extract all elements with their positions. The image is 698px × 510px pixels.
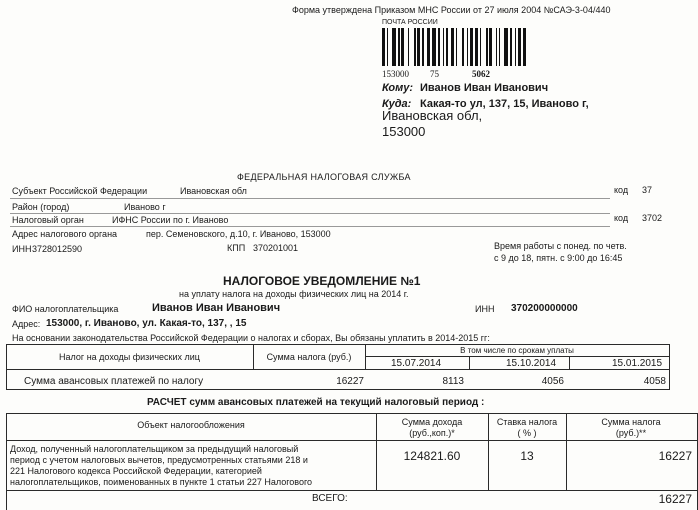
barcode-bar: [518, 28, 521, 66]
subject-code: 37: [642, 185, 653, 195]
barcode-bar: [417, 28, 420, 66]
col-tax-header: Налог на доходы физических лиц: [59, 352, 200, 362]
recipient-addr-3: 153000: [382, 124, 426, 139]
to-label: Кому:: [382, 82, 413, 94]
barcode-bar: [462, 28, 464, 66]
barcode-bar: [422, 28, 424, 66]
row-value-1: 8113: [442, 376, 464, 387]
row-value-3: 4058: [643, 376, 666, 387]
agency-name: ФЕДЕРАЛЬНАЯ НАЛОГОВАЯ СЛУЖБА: [237, 172, 411, 182]
barcode-bar: [443, 28, 445, 66]
tax-value: 16227: [658, 449, 692, 463]
kpp-value: 370201001: [253, 243, 299, 253]
subject-value: Ивановская обл: [180, 186, 247, 196]
term-date-1: 15.07.2014: [391, 358, 442, 369]
barcode-bar: [467, 28, 469, 66]
taxpayer-inn-value: 370200000000: [511, 303, 578, 314]
inn-label: ИНН: [12, 244, 32, 254]
barcode-bar: [523, 28, 526, 66]
col-tax-sum-header: Сумма налога: [601, 417, 661, 427]
notice-subtitle: на уплату налога на доходы физических лиц на 2014 г.: [179, 289, 409, 299]
form-header: Форма утверждена Приказом МНС России от 27 июля 2004 №САЭ-3-04/440: [292, 5, 611, 15]
desc-line-2: период с учетом налоговых вычетов, предусмотренных статьями 218 и: [10, 455, 308, 465]
barcode-bar: [470, 28, 473, 66]
barcode-bar: [499, 28, 501, 66]
taxpayer-inn-label: ИНН: [475, 304, 495, 314]
total-value: 16227: [658, 492, 692, 506]
work-hours-2: с 9 до 18, пятн. с 9:00 до 16:45: [494, 253, 623, 263]
recipient-addr-2: Ивановская обл,: [382, 108, 483, 123]
col-rate-unit: ( % ): [517, 428, 537, 438]
barcode-bar: [427, 28, 430, 66]
authority-code: 3702: [642, 213, 663, 223]
authority-label: Налоговый орган: [12, 215, 84, 225]
barcode-bar: [414, 28, 416, 66]
where-label: Куда:: [382, 98, 412, 110]
authority-value: ИФНС России по г. Иваново: [112, 215, 229, 225]
row-value-2: 4056: [541, 376, 564, 387]
work-hours-1: Время работы с понед. по четв.: [494, 241, 627, 251]
barcode-bar: [480, 28, 482, 66]
basis-text: На основании законодательства Российской Федерации о налогах и сборах, Вы обязаны уплатить в 2014-2015 гг:: [12, 333, 490, 343]
post-code-a: 153000: [382, 69, 409, 79]
barcode-bar: [451, 28, 454, 66]
col-rate-header: Ставка налога: [496, 417, 558, 427]
barcode-bar: [432, 28, 437, 66]
calc-title: РАСЧЕТ сумм авансовых платежей на текущий налоговый период :: [147, 397, 485, 408]
barcode-bar: [510, 28, 512, 66]
barcode-bar: [489, 28, 492, 66]
col-sum-header: Сумма налога (руб.): [266, 352, 352, 362]
barcode-bar: [387, 28, 389, 66]
district-label: Район (город): [12, 202, 70, 212]
inn-value: 3728012590: [32, 244, 83, 254]
barcode-bar: [408, 28, 410, 66]
post-label: ПОЧТА РОССИИ: [382, 19, 438, 26]
col-object-header: Объект налогообложения: [137, 420, 245, 430]
fio-label: ФИО налогоплательщика: [12, 304, 119, 314]
barcode-bar: [515, 28, 517, 66]
row-sum: 16227: [336, 376, 364, 387]
kpp-label: КПП: [227, 243, 246, 253]
col-tax-sum-unit: (руб.)**: [615, 428, 647, 438]
barcode-bar: [401, 28, 404, 66]
col-income-unit: (руб.,коп.)*: [409, 428, 455, 438]
address-label: Адрес налогового органа: [12, 229, 118, 239]
barcode-bar: [398, 28, 400, 66]
authority-code-label: код: [614, 213, 629, 223]
desc-line-4: налогоплательщиков, поименованных в пункте 1 статьи 227 Налогового: [10, 477, 313, 487]
notice-title: НАЛОГОВОЕ УВЕДОМЛЕНИЕ №1: [223, 274, 421, 288]
barcode-bar: [382, 28, 385, 66]
col-terms-header: В том числе по срокам уплаты: [460, 346, 574, 355]
term-date-2: 15.10.2014: [506, 358, 557, 369]
post-code-c: 5062: [472, 69, 490, 79]
taxpayer-addr-label: Адрес:: [12, 319, 41, 329]
term-date-3: 15.01.2015: [612, 358, 663, 369]
taxpayer-addr-value: 153000, г. Иваново, ул. Какая-то, 137, , 15: [46, 318, 247, 329]
subject-code-label: код: [614, 185, 629, 195]
barcode-bar: [456, 28, 458, 66]
recipient-addr-1: Какая-то ул, 137, 15, Иваново г,: [420, 98, 589, 110]
subject-label: Субъект Российской Федерации: [12, 186, 148, 196]
barcode-bar: [475, 28, 478, 66]
barcode: [382, 28, 582, 66]
desc-line-1: Доход, полученный налогоплательщиком за предыдущий налоговый: [10, 444, 299, 454]
col-income-header: Сумма дохода: [401, 417, 463, 427]
barcode-bar: [438, 28, 440, 66]
post-code-b: 75: [430, 69, 439, 79]
fio-value: Иванов Иван Иванович: [152, 302, 281, 314]
income-value: 124821.60: [403, 449, 461, 463]
district-value: Иваново г: [124, 202, 166, 212]
barcode-bar: [486, 28, 488, 66]
barcode-bar: [504, 28, 509, 66]
total-label: ВСЕГО:: [312, 493, 348, 504]
address-value: пер. Семеновского, д.10, г. Иваново, 153000: [146, 229, 331, 239]
to-name: Иванов Иван Иванович: [420, 82, 549, 94]
barcode-bar: [392, 28, 397, 66]
barcode-bar: [496, 28, 498, 66]
barcode-bar: [446, 28, 448, 66]
rate-value: 13: [520, 449, 534, 463]
desc-line-3: 221 Налогового кодекса Российской Федерации, категорией: [10, 466, 262, 476]
row-label: Сумма авансовых платежей по налогу: [24, 376, 204, 387]
